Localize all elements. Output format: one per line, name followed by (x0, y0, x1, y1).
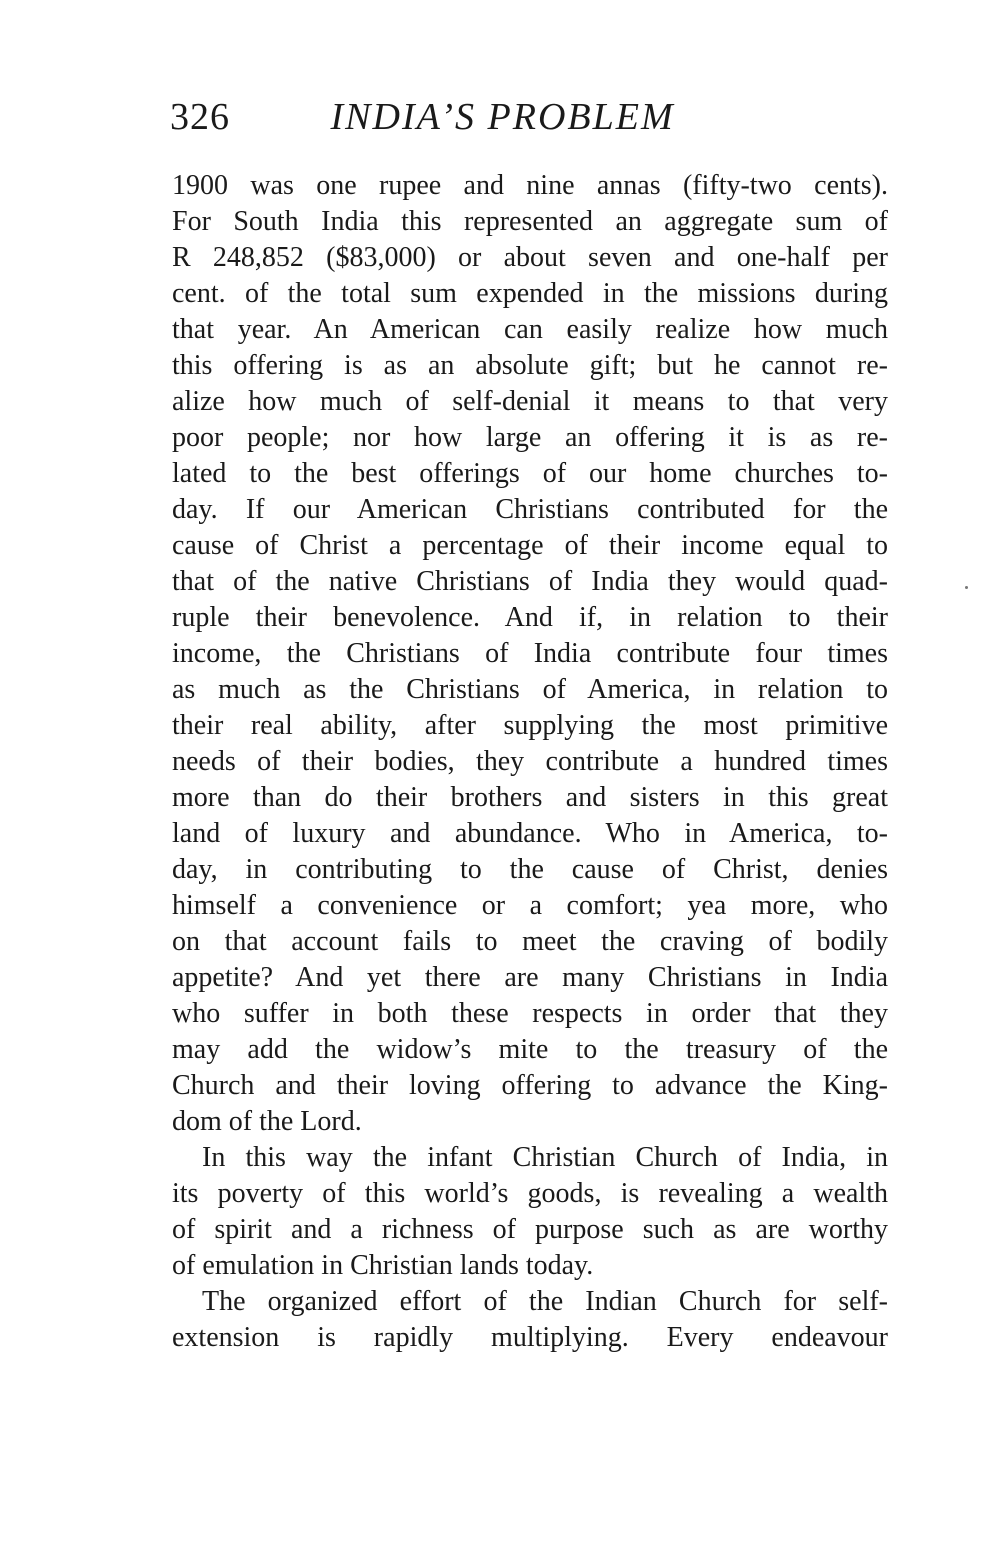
text-line: day. If our American Christians contributed for the (172, 494, 888, 525)
text-line: of spirit and a richness of purpose such as are worthy (172, 1214, 888, 1245)
text-line: who suffer in both these respects in order that they (172, 998, 888, 1029)
text-line: lated to the best offerings of our home churches to- (172, 458, 888, 489)
text-line: For South India this represented an aggregate sum of (172, 206, 888, 237)
text-line: this offering is as an absolute gift; but he cannot re- (172, 350, 888, 381)
text-line: poor people; nor how large an offering it is as re- (172, 422, 888, 453)
text-line: appetite? And yet there are many Christians in India (172, 962, 888, 993)
text-line: may add the widow’s mite to the treasury of the (172, 1034, 888, 1065)
text-line: cent. of the total sum expended in the missions during (172, 278, 888, 309)
text-line: day, in contributing to the cause of Christ, denies (172, 854, 888, 885)
text-line: dom of the Lord. (172, 1106, 362, 1137)
text-line: 1900 was one rupee and nine annas (fifty-two cents). (172, 170, 888, 201)
text-line: extension is rapidly multiplying. Every endeavour (172, 1322, 888, 1353)
text-line: alize how much of self-denial it means to that very (172, 386, 888, 417)
body-text (172, 168, 888, 1356)
text-line: ruple their benevolence. And if, in relation to their (172, 602, 888, 633)
text-line: on that account fails to meet the craving of bodily (172, 926, 888, 957)
text-line: needs of their bodies, they contribute a hundred times (172, 746, 888, 777)
text-line: land of luxury and abundance. Who in America, to- (172, 818, 888, 849)
text-line: that of the native Christians of India they would quad- (172, 566, 888, 597)
text-line: himself a convenience or a comfort; yea more, who (172, 890, 888, 921)
text-line: The organized effort of the Indian Church for self- (202, 1286, 888, 1317)
text-line: as much as the Christians of America, in relation to (172, 674, 888, 705)
running-head (170, 92, 890, 142)
text-line: cause of Christ a percentage of their income equal to (172, 530, 888, 561)
text-line: that year. An American can easily realize how much (172, 314, 888, 345)
text-line: Church and their loving offering to advance the King- (172, 1070, 888, 1101)
text-line: R 248,852 ($83,000) or about seven and one-half per (172, 242, 888, 273)
text-line: its poverty of this world’s goods, is revealing a wealth (172, 1178, 888, 1209)
text-line: their real ability, after supplying the most primitive (172, 710, 888, 741)
text-line: income, the Christians of India contribute four times (172, 638, 888, 669)
text-line: more than do their brothers and sisters in this great (172, 782, 888, 813)
scan-speck (965, 586, 968, 589)
text-line: of emulation in Christian lands today. (172, 1250, 594, 1281)
running-title: INDIA’S PROBLEM (330, 96, 675, 138)
page-number: 326 (170, 96, 230, 138)
text-line: In this way the infant Christian Church of India, in (202, 1142, 888, 1173)
